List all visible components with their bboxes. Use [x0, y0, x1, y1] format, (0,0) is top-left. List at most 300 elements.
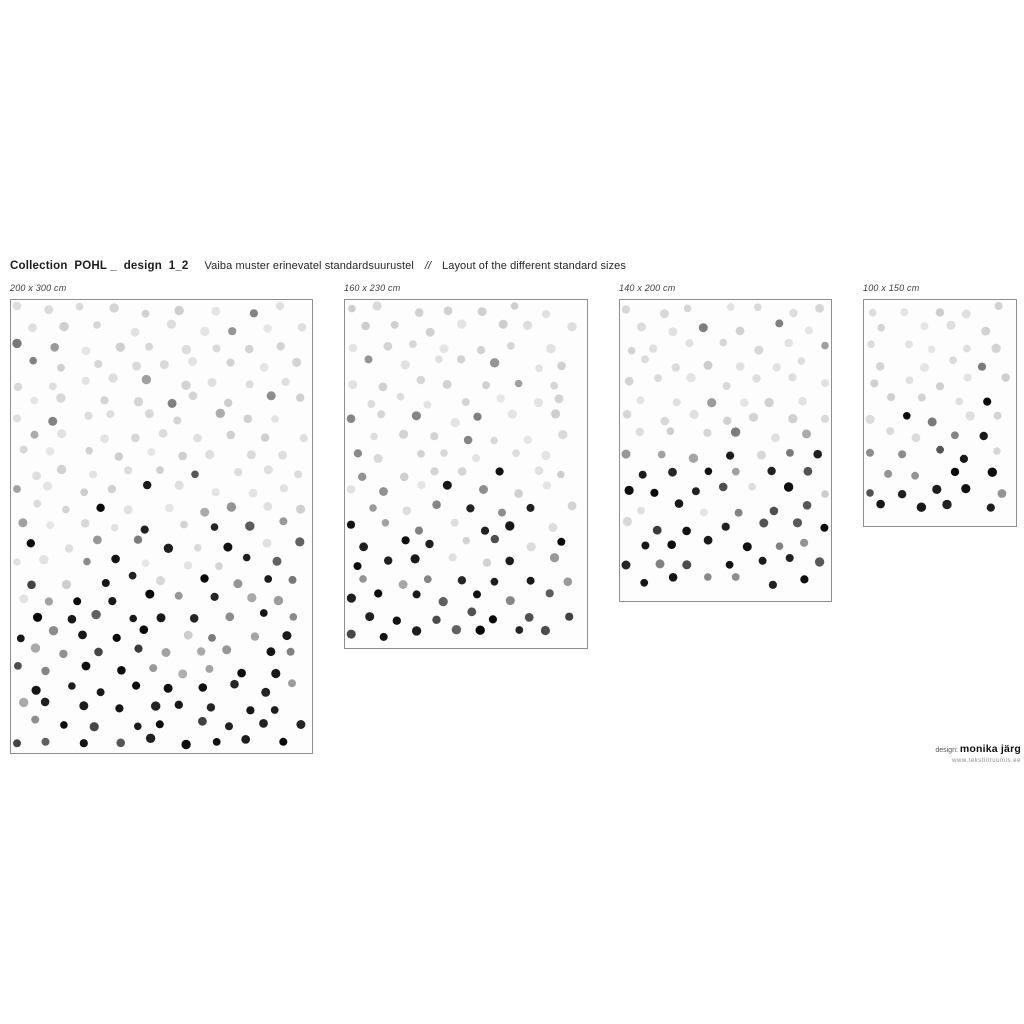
pattern-dot: [775, 319, 783, 327]
pattern-dot: [181, 740, 190, 749]
pattern-dot: [994, 412, 1002, 420]
size-label-140x200: 140 x 200 cm: [619, 283, 676, 293]
pattern-dot: [281, 378, 289, 386]
pattern-dot: [260, 363, 269, 372]
pattern-dot: [722, 523, 730, 531]
pattern-dot: [887, 393, 895, 401]
pattern-dot: [50, 343, 59, 352]
pattern-dot: [288, 679, 296, 687]
pattern-dot: [94, 360, 102, 368]
pattern-dot: [68, 682, 76, 690]
pattern-dot: [457, 319, 466, 328]
pattern-dot: [415, 527, 423, 535]
pattern-dot: [478, 307, 487, 316]
pattern-dot: [622, 450, 631, 459]
subtitle-english: Layout of the different standard sizes: [442, 260, 627, 272]
pattern-dot: [391, 321, 399, 329]
pattern-dot: [300, 434, 308, 442]
pattern-dot: [789, 309, 798, 318]
size-panel-140x200: [619, 282, 832, 602]
pattern-dot: [524, 436, 532, 444]
pattern-dot: [546, 344, 555, 353]
pattern-dot: [207, 703, 215, 711]
pattern-dot: [550, 553, 559, 562]
pattern-dot: [558, 430, 567, 439]
pattern-dot: [511, 302, 519, 310]
pattern-dot: [97, 688, 105, 696]
pattern-dot: [667, 427, 675, 435]
pattern-dot: [936, 308, 944, 316]
pattern-dot: [686, 373, 695, 382]
designer-credit: [935, 739, 1021, 765]
sheet-header: [10, 260, 626, 272]
pattern-dot: [506, 596, 515, 605]
pattern-dot: [498, 509, 506, 517]
pattern-dot: [80, 488, 88, 496]
pattern-dot: [784, 339, 793, 348]
pattern-dot: [413, 590, 421, 598]
pattern-dot: [44, 305, 53, 314]
pattern-dot: [20, 446, 28, 454]
pattern-dot: [767, 467, 775, 475]
pattern-dot: [79, 701, 88, 710]
pattern-dot: [93, 536, 102, 545]
pattern-dot: [884, 470, 892, 478]
pattern-dot: [48, 417, 57, 426]
pattern-dot: [949, 356, 957, 364]
pattern-dot: [111, 524, 119, 532]
pattern-dot: [198, 717, 207, 726]
pattern-dot: [134, 536, 142, 544]
pattern-dot: [223, 543, 232, 552]
pattern-dot: [754, 304, 762, 312]
pattern-dot: [200, 327, 209, 336]
pattern-dot: [759, 519, 768, 528]
pattern-dot: [690, 410, 699, 419]
pattern-dot: [803, 501, 812, 510]
pattern-dot: [132, 362, 141, 371]
pattern-dot: [898, 450, 906, 458]
subtitle-separator: //: [424, 260, 432, 272]
pattern-dot: [911, 472, 919, 480]
pattern-dot: [920, 363, 929, 372]
pattern-dot: [280, 484, 288, 492]
pattern-dot: [245, 521, 254, 530]
pattern-dot: [370, 433, 378, 441]
pattern-dot: [432, 500, 441, 509]
pattern-dot: [505, 557, 514, 566]
pattern-dot: [491, 578, 499, 586]
pattern-dot: [726, 452, 734, 460]
pattern-dot: [298, 323, 307, 332]
pattern-dot: [802, 429, 811, 438]
pattern-dot: [732, 573, 740, 581]
rug-preview-100x150: [863, 299, 1017, 527]
pattern-dot: [425, 540, 433, 548]
pattern-dot: [167, 320, 176, 329]
pattern-dot: [699, 323, 708, 332]
pattern-dot: [752, 374, 760, 382]
pattern-dot: [379, 383, 388, 392]
pattern-dot: [60, 721, 68, 729]
pattern-dot: [157, 613, 166, 622]
pattern-dot: [49, 626, 58, 635]
pattern-dot: [961, 484, 970, 493]
pattern-dot: [906, 376, 914, 384]
pattern-dot: [115, 704, 123, 712]
size-panel-100x150: [863, 282, 1017, 527]
pattern-dot: [988, 468, 997, 477]
pattern-dot: [189, 392, 198, 401]
pattern-dot: [654, 374, 662, 382]
pattern-dot: [743, 542, 752, 551]
pattern-dot: [523, 321, 532, 330]
pattern-dot: [719, 483, 728, 492]
pattern-dot: [56, 393, 65, 402]
pattern-dot: [124, 466, 132, 474]
pattern-dot: [981, 327, 990, 336]
pattern-dot: [250, 309, 258, 317]
pattern-dot: [514, 489, 523, 498]
pattern-dot: [402, 536, 410, 544]
pattern-dot: [736, 327, 745, 336]
pattern-dot: [700, 509, 708, 517]
pattern-dot: [458, 576, 466, 584]
pattern-dot: [548, 523, 557, 532]
pattern-dot: [182, 345, 191, 354]
pattern-dot: [636, 428, 644, 436]
pattern-dot: [274, 596, 283, 605]
pattern-dot: [964, 373, 972, 381]
pattern-dot: [73, 597, 81, 605]
pattern-dot: [551, 409, 560, 418]
pattern-dot: [181, 381, 190, 390]
pattern-dot: [134, 397, 143, 406]
pattern-dot: [515, 626, 523, 634]
pattern-dot: [241, 735, 250, 744]
pattern-dot: [178, 452, 187, 461]
pattern-dot: [108, 485, 116, 493]
pattern-dot: [84, 412, 92, 420]
pattern-dot: [936, 382, 944, 390]
pattern-dot: [156, 720, 164, 728]
pattern-dot: [296, 394, 304, 402]
pattern-dot: [131, 434, 140, 443]
pattern-dot: [401, 360, 410, 369]
pattern-dot: [451, 519, 459, 527]
pattern-dot: [30, 397, 38, 405]
pattern-dot: [622, 561, 631, 570]
pattern-dot: [705, 468, 713, 476]
pattern-dot: [27, 581, 36, 590]
pattern-dot: [900, 308, 908, 316]
pattern-dot: [527, 577, 535, 585]
pattern-dot: [59, 650, 67, 658]
pattern-dot: [639, 471, 647, 479]
pattern-dot: [978, 363, 986, 371]
rug-preview-200x300: [10, 299, 313, 754]
pattern-dot: [876, 362, 885, 371]
pattern-dot: [46, 521, 54, 529]
pattern-dot: [515, 380, 523, 388]
pattern-dot: [237, 669, 246, 678]
pattern-dot: [932, 485, 941, 494]
pattern-dot: [225, 612, 234, 621]
pattern-dot: [682, 560, 691, 569]
pattern-dot: [821, 415, 829, 423]
pattern-dot: [18, 518, 27, 527]
pattern-dot: [96, 504, 104, 512]
collection-title: Collection POHL _ design 1_2: [10, 260, 189, 272]
pattern-dot: [374, 454, 383, 463]
pattern-dot: [82, 347, 91, 356]
pattern-dot: [867, 340, 875, 348]
pattern-dot: [675, 499, 684, 508]
pattern-dot: [876, 500, 885, 509]
pattern-dot: [412, 626, 421, 635]
pattern-dot: [983, 398, 991, 406]
pattern-dot: [951, 431, 959, 439]
pattern-dot: [727, 303, 735, 311]
pattern-dot: [168, 399, 177, 408]
pattern-dot: [82, 662, 91, 671]
pattern-dot: [723, 382, 731, 390]
pattern-dot: [106, 410, 114, 418]
pattern-dot: [199, 683, 208, 692]
pattern-dot: [966, 411, 975, 420]
pattern-dot: [658, 451, 666, 459]
pattern-dot: [798, 397, 807, 406]
pattern-dot: [565, 613, 573, 621]
pattern-dot: [361, 322, 370, 331]
pattern-dot: [479, 485, 488, 494]
pattern-dot: [764, 398, 773, 407]
pattern-dot: [432, 616, 440, 624]
pattern-dot: [247, 593, 256, 602]
pattern-dot: [263, 502, 272, 511]
pattern-dot: [273, 557, 282, 566]
pattern-dot: [821, 490, 829, 498]
dot-pattern-200x300: [11, 300, 312, 753]
pattern-dot: [793, 518, 802, 527]
pattern-dot: [704, 361, 713, 370]
pattern-dot: [640, 579, 648, 587]
pattern-dot: [682, 527, 691, 536]
pattern-dot: [145, 409, 154, 418]
pattern-dot: [116, 343, 125, 352]
pattern-dot: [720, 339, 728, 347]
pattern-dot: [820, 524, 828, 532]
pattern-dot: [90, 722, 99, 731]
pattern-dot: [477, 346, 485, 354]
size-panel-200x300: [10, 282, 313, 754]
pattern-dot: [347, 630, 356, 639]
pattern-dot: [704, 536, 713, 545]
pattern-dot: [770, 507, 779, 516]
pattern-dot: [759, 557, 767, 565]
pattern-dot: [650, 489, 658, 497]
pattern-dot: [458, 467, 467, 476]
pattern-dot: [261, 688, 270, 697]
pattern-dot: [430, 467, 438, 475]
pattern-dot: [32, 686, 41, 695]
pattern-dot: [151, 701, 160, 710]
pattern-dot: [134, 723, 142, 731]
pattern-dot: [296, 505, 305, 514]
pattern-dot: [39, 555, 48, 564]
pattern-dot: [424, 401, 432, 409]
pattern-dot: [57, 465, 66, 474]
pattern-dot: [251, 632, 259, 640]
pattern-dot: [29, 357, 37, 365]
pattern-dot: [279, 738, 287, 746]
pattern-dot: [736, 362, 745, 371]
pattern-dot: [249, 489, 258, 498]
pattern-dot: [184, 631, 193, 640]
pattern-dot: [692, 487, 700, 495]
pattern-dot: [191, 471, 199, 479]
pattern-dot: [769, 581, 777, 589]
pattern-dot: [145, 343, 153, 351]
pattern-dot: [243, 554, 251, 562]
pattern-dot: [276, 302, 284, 310]
pattern-dot: [804, 467, 813, 476]
pattern-dot: [960, 455, 968, 463]
pattern-dot: [197, 647, 205, 655]
pattern-dot: [43, 481, 52, 490]
pattern-dot: [28, 323, 37, 332]
pattern-dot: [247, 450, 256, 459]
pattern-dot: [731, 427, 740, 436]
pattern-dot: [397, 393, 405, 401]
pattern-dot: [415, 308, 424, 317]
pattern-dot: [497, 394, 505, 402]
pattern-dot: [111, 555, 120, 564]
pattern-dot: [380, 633, 388, 641]
pattern-dot: [41, 667, 49, 675]
pattern-dot: [89, 471, 97, 479]
pattern-dot: [31, 716, 39, 724]
pattern-dot: [33, 613, 42, 622]
pattern-dot: [564, 577, 573, 586]
pattern-dot: [264, 465, 273, 474]
pattern-dot: [17, 635, 25, 643]
pattern-dot: [359, 542, 368, 551]
pattern-dot: [951, 468, 959, 476]
pattern-dot: [373, 301, 382, 310]
pattern-dot: [379, 487, 388, 496]
pattern-dot: [42, 738, 50, 746]
pattern-dot: [869, 309, 877, 317]
pattern-dot: [194, 544, 202, 552]
dot-pattern-140x200: [620, 300, 831, 601]
pattern-dot: [669, 327, 678, 336]
pattern-dot: [641, 542, 649, 550]
pattern-dot: [193, 434, 202, 443]
pattern-dot: [129, 572, 137, 580]
pattern-dot: [233, 579, 242, 588]
pattern-dot: [435, 356, 443, 364]
pattern-dot: [124, 505, 133, 514]
pattern-dot: [384, 556, 392, 564]
pattern-dot: [987, 504, 995, 512]
pattern-dot: [143, 481, 151, 489]
pattern-dot: [749, 413, 758, 422]
pattern-dot: [91, 610, 100, 619]
pattern-dot: [245, 345, 254, 354]
pattern-dot: [483, 559, 491, 567]
pattern-dot: [156, 576, 165, 585]
pattern-dot: [393, 617, 401, 625]
pattern-dot: [928, 417, 937, 426]
pattern-dot: [424, 575, 432, 583]
pattern-dot: [13, 739, 21, 747]
pattern-dot: [226, 359, 234, 367]
pattern-dot: [116, 739, 125, 748]
pattern-dot: [347, 521, 355, 529]
pattern-dot: [776, 542, 784, 550]
pattern-dot: [100, 434, 109, 443]
pattern-dot: [215, 562, 223, 570]
pattern-dot: [667, 540, 676, 549]
pattern-dot: [463, 537, 471, 545]
pattern-dot: [80, 739, 88, 747]
pattern-dot: [102, 579, 110, 587]
pattern-dot: [512, 449, 520, 457]
size-panel-160x230: [344, 282, 588, 649]
pattern-dot: [956, 398, 964, 406]
designer-credit-line: [935, 739, 1021, 757]
pattern-dot: [920, 322, 928, 330]
pattern-dot: [541, 451, 550, 460]
pattern-dot: [208, 378, 217, 387]
pattern-dot: [963, 345, 971, 353]
pattern-dot: [703, 429, 711, 437]
pattern-dot: [175, 481, 184, 490]
pattern-dot: [349, 344, 358, 353]
pattern-dot: [244, 415, 253, 424]
pattern-dot: [473, 590, 481, 598]
pattern-dot: [886, 427, 894, 435]
pattern-dot: [93, 321, 101, 329]
pattern-dot: [993, 447, 1001, 455]
pattern-dot: [108, 597, 116, 605]
pattern-dot: [234, 468, 242, 476]
pattern-dot: [224, 399, 232, 407]
pattern-dot: [180, 521, 188, 529]
pattern-dot: [550, 382, 558, 390]
pattern-dot: [928, 346, 936, 354]
pattern-dot: [230, 680, 239, 689]
pattern-dot: [991, 344, 1000, 353]
pattern-dot: [798, 357, 806, 365]
pattern-dot: [41, 698, 50, 707]
pattern-dot: [942, 500, 951, 509]
designer-website: www.tekstiilruumis.ee: [952, 758, 1021, 765]
pattern-dot: [771, 433, 780, 442]
pattern-dot: [264, 575, 272, 583]
pattern-dot: [557, 471, 565, 479]
pattern-dot: [898, 490, 906, 498]
pattern-dot: [400, 473, 409, 482]
pattern-dot: [365, 355, 373, 363]
pattern-dot: [271, 669, 280, 678]
pattern-dot: [653, 526, 662, 535]
pattern-dot: [543, 481, 551, 489]
pattern-dot: [623, 410, 632, 419]
pattern-dot: [535, 365, 543, 373]
pattern-dot: [866, 489, 874, 497]
